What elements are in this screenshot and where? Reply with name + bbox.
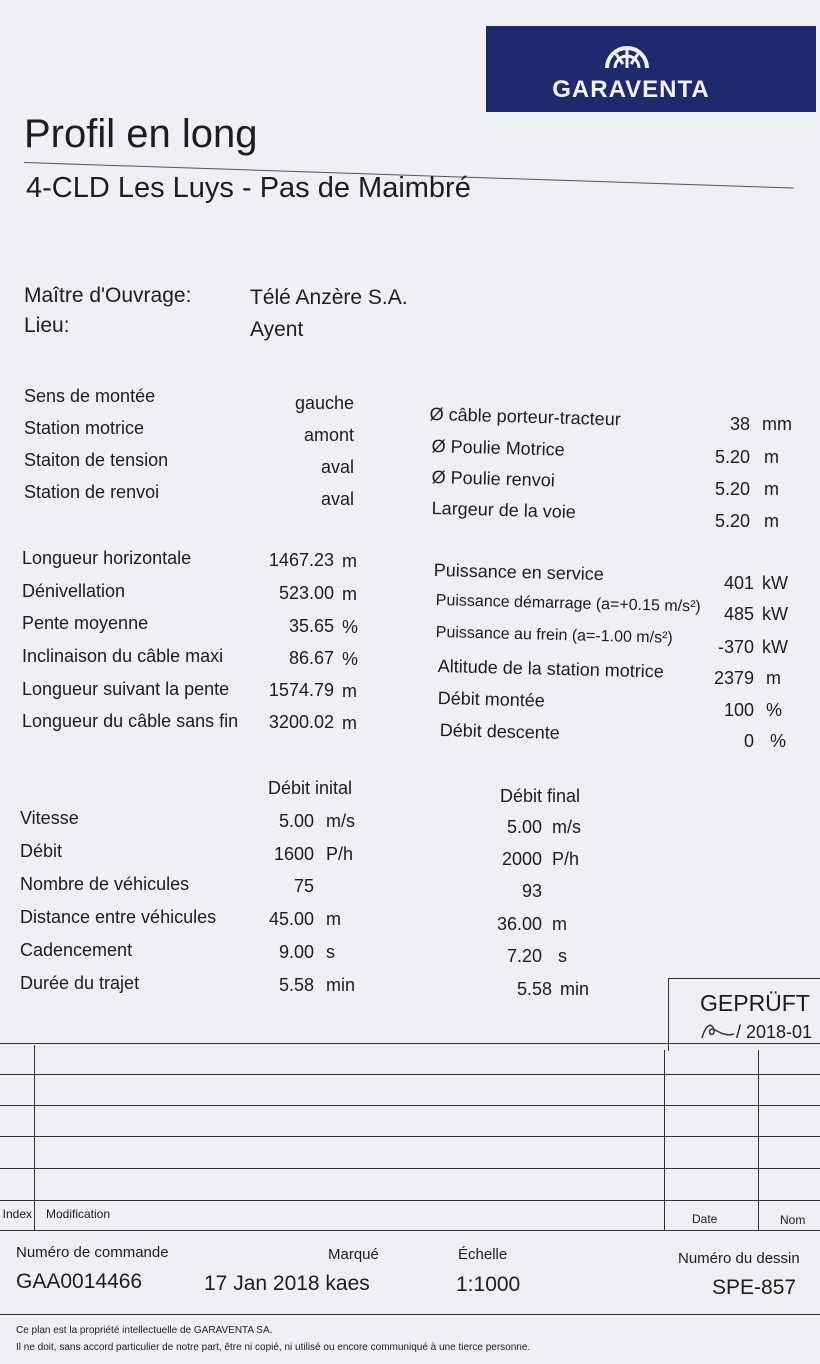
param-value: 401 bbox=[723, 573, 754, 593]
order-number-value: GAA0014466 bbox=[16, 1270, 143, 1293]
param-label: Largeur de la voie bbox=[431, 498, 577, 523]
param-value: 523.00 bbox=[278, 583, 334, 603]
param-unit: m bbox=[766, 668, 781, 688]
table-line bbox=[758, 1050, 759, 1231]
flow-final-unit: m/s bbox=[552, 817, 581, 837]
owner-value: Télé Anzère S.A. bbox=[250, 286, 408, 309]
table-line bbox=[0, 1136, 820, 1137]
marked-value: 17 Jan 2018 kaes bbox=[204, 1272, 370, 1295]
approval-stamp-title: GEPRÜFT bbox=[700, 990, 810, 1016]
param-value: 5.20 bbox=[714, 511, 750, 531]
param-label: Inclinaison du câble maxi bbox=[22, 646, 224, 666]
approval-stamp-date: / 2018-01 bbox=[736, 1022, 813, 1042]
flow-init-unit: min bbox=[326, 975, 356, 995]
legal-line-2: Il ne doit, sans accord particulier de notre part, être ni copié, ni utilisé ou encore communiqué à une tierce personne. bbox=[16, 1342, 531, 1353]
table-line bbox=[0, 1074, 820, 1075]
marked-label: Marqué bbox=[328, 1246, 379, 1263]
flow-row-label: Durée du trajet bbox=[20, 973, 140, 993]
param-label: Station de renvoi bbox=[24, 482, 160, 502]
param-value: 3200.02 bbox=[268, 712, 334, 732]
initial-flow-header: Débit inital bbox=[268, 778, 353, 798]
page-subtitle: 4-CLD Les Luys - Pas de Maimbré bbox=[26, 172, 471, 204]
flow-final-value: 5.00 bbox=[506, 817, 542, 837]
param-label: Puissance démarrage (a=+0.15 m/s²) bbox=[435, 592, 701, 616]
param-label: Longueur suivant la pente bbox=[22, 679, 230, 699]
param-value: aval bbox=[320, 489, 354, 509]
name-label: Nom bbox=[780, 1213, 806, 1227]
signature-icon bbox=[700, 1020, 736, 1042]
place-value: Ayent bbox=[250, 318, 304, 341]
param-value: 485 bbox=[723, 604, 754, 624]
param-label: Puissance au frein (a=-1.00 m/s²) bbox=[435, 624, 673, 647]
param-label: Débit descente bbox=[439, 720, 561, 743]
flow-row-label: Cadencement bbox=[20, 940, 133, 960]
param-value: 100 bbox=[723, 700, 754, 720]
flow-final-unit: s bbox=[558, 946, 567, 966]
param-label: Dénivellation bbox=[22, 581, 126, 601]
logo-text: GARAVENTA bbox=[552, 76, 710, 103]
flow-row-label: Nombre de véhicules bbox=[20, 874, 190, 894]
flow-final-unit: min bbox=[560, 979, 590, 999]
flow-init-value: 5.00 bbox=[278, 811, 314, 831]
param-value: 5.20 bbox=[714, 479, 750, 499]
param-label: Longueur horizontale bbox=[22, 548, 192, 568]
param-value: 1467.23 bbox=[268, 550, 334, 570]
param-unit: m bbox=[764, 511, 779, 531]
flow-final-value: 93 bbox=[521, 881, 542, 901]
param-value: aval bbox=[320, 457, 354, 477]
param-unit: m bbox=[764, 479, 779, 499]
param-unit: m bbox=[342, 584, 357, 604]
flow-row-label: Débit bbox=[20, 841, 63, 861]
param-value: 2379 bbox=[713, 668, 754, 688]
drawing-number-value: SPE-857 bbox=[712, 1276, 797, 1299]
index-label: Index bbox=[2, 1207, 32, 1221]
param-unit: kW bbox=[762, 637, 788, 657]
param-unit: m bbox=[764, 447, 779, 467]
param-label: Longueur du câble sans fin bbox=[22, 711, 239, 731]
flow-final-unit: m bbox=[552, 914, 567, 934]
flow-init-value: 9.00 bbox=[278, 942, 314, 962]
param-unit: kW bbox=[762, 573, 788, 593]
param-value: amont bbox=[303, 425, 354, 445]
param-value: 38 bbox=[729, 414, 750, 434]
param-unit: m bbox=[342, 551, 357, 571]
param-value: gauche bbox=[294, 393, 354, 413]
flow-final-unit: P/h bbox=[552, 849, 580, 869]
flow-init-value: 75 bbox=[293, 876, 314, 896]
param-label: Pente moyenne bbox=[22, 613, 149, 633]
param-label: Ø câble porteur-tracteur bbox=[429, 404, 622, 430]
legal-line-1: Ce plan est la propriété intellectuelle de GARAVENTA SA. bbox=[16, 1325, 273, 1336]
scale-label: Échelle bbox=[458, 1246, 508, 1263]
flow-init-unit: m/s bbox=[326, 811, 355, 831]
table-line bbox=[0, 1200, 820, 1201]
param-unit: % bbox=[342, 617, 359, 637]
param-label: Débit montée bbox=[437, 688, 546, 711]
param-unit: % bbox=[342, 649, 359, 669]
flow-init-unit: P/h bbox=[326, 844, 354, 864]
param-unit: mm bbox=[762, 414, 792, 434]
flow-row-label: Distance entre véhicules bbox=[20, 907, 217, 927]
param-label: Ø Poulie renvoi bbox=[431, 467, 556, 491]
param-unit: m bbox=[342, 713, 357, 733]
date-label: Date bbox=[692, 1212, 718, 1226]
param-value: 5.20 bbox=[714, 447, 750, 467]
param-unit: % bbox=[770, 731, 787, 751]
param-unit: % bbox=[766, 700, 783, 720]
flow-final-value: 5.58 bbox=[516, 979, 552, 999]
scale-value: 1:1000 bbox=[456, 1273, 521, 1296]
table-line bbox=[0, 1168, 820, 1169]
flow-init-value: 5.58 bbox=[278, 975, 314, 995]
param-value: 86.67 bbox=[288, 648, 334, 668]
footer-line bbox=[0, 1314, 820, 1315]
flow-init-unit: m bbox=[326, 909, 341, 929]
flow-init-unit: s bbox=[326, 942, 335, 962]
place-label: Lieu: bbox=[24, 314, 70, 337]
flow-final-value: 36.00 bbox=[496, 914, 542, 934]
table-line bbox=[0, 1105, 820, 1106]
param-label: Station motrice bbox=[24, 418, 145, 438]
table-line bbox=[0, 1230, 820, 1231]
param-unit: kW bbox=[762, 604, 788, 624]
page-title: Profil en long bbox=[24, 112, 258, 156]
table-line bbox=[664, 1050, 665, 1231]
param-label: Puissance en service bbox=[433, 560, 605, 585]
table-line bbox=[34, 1045, 35, 1231]
flow-init-value: 1600 bbox=[273, 844, 314, 864]
param-label: Ø Poulie Motrice bbox=[431, 436, 566, 460]
flow-row-label: Vitesse bbox=[20, 808, 79, 828]
order-number-label: Numéro de commande bbox=[16, 1244, 169, 1261]
param-value: 1574.79 bbox=[268, 680, 334, 700]
param-label: Altitude de la station motrice bbox=[437, 656, 665, 682]
param-value: -370 bbox=[717, 637, 754, 657]
drawing-number-label: Numéro du dessin bbox=[678, 1250, 800, 1267]
garaventa-logo bbox=[486, 26, 816, 112]
param-value: 35.65 bbox=[288, 616, 334, 636]
table-line bbox=[0, 1043, 820, 1044]
flow-final-value: 7.20 bbox=[506, 946, 542, 966]
param-unit: m bbox=[342, 681, 357, 701]
param-label: Staiton de tension bbox=[24, 450, 169, 470]
modification-label: Modification bbox=[46, 1207, 111, 1221]
owner-label: Maître d'Ouvrage: bbox=[24, 284, 192, 307]
param-value: 0 bbox=[743, 731, 754, 751]
wheel-icon bbox=[604, 36, 650, 70]
param-label: Sens de montée bbox=[24, 386, 156, 406]
flow-final-value: 2000 bbox=[501, 849, 542, 869]
final-flow-header: Débit final bbox=[500, 786, 581, 806]
flow-init-value: 45.00 bbox=[268, 909, 314, 929]
